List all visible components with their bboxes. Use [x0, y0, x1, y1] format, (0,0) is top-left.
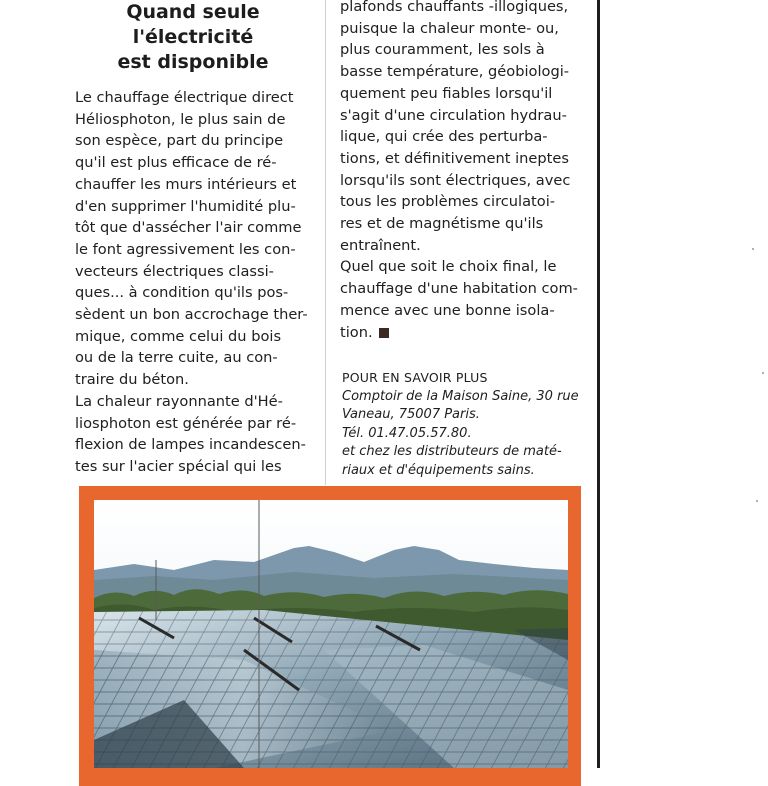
headline-line: est disponible: [117, 51, 269, 73]
text-line: entraînent.: [340, 236, 421, 254]
text-line: La chaleur rayonnante d'Hé-: [75, 392, 283, 410]
text-line: tion.: [340, 323, 373, 341]
text-line: sèdent un bon accrochage ther-: [75, 306, 308, 324]
text-line: ques... à condition qu'ils pos-: [75, 284, 289, 302]
end-of-article-mark: [379, 328, 389, 338]
headline-line: Quand seule: [126, 1, 260, 23]
text-line: traire du béton.: [75, 371, 189, 389]
more-info-line: Tél. 01.47.05.57.80.: [342, 425, 472, 441]
headline-line: l'électricité: [132, 26, 254, 48]
text-line: lorsqu'ils sont électriques, avec: [340, 171, 571, 189]
text-line: son espèce, part du principe: [75, 132, 284, 150]
text-line: lique, qui crée des perturba-: [340, 128, 548, 146]
scan-speck: [752, 248, 754, 250]
article-headline: [75, 0, 311, 75]
photo-illustration: [94, 500, 568, 768]
text-line: tôt que d'assécher l'air comme: [75, 219, 302, 237]
text-line: tions, et définitivement ineptes: [340, 149, 569, 167]
text-line: Quel que soit le choix final, le: [340, 258, 557, 276]
text-line: flexion de lampes incandescen-: [75, 436, 306, 454]
text-line: d'en supprimer l'humidité plu-: [75, 197, 296, 215]
text-line: res et de magnétisme qu'ils: [340, 215, 544, 233]
column-divider: [325, 0, 326, 485]
text-line: qu'il est plus efficace de ré-: [75, 154, 277, 172]
scan-speck: [756, 500, 758, 502]
text-line: Le chauffage électrique direct: [75, 89, 294, 106]
more-info-line: et chez les distributeurs de maté-: [342, 444, 562, 459]
text-line: liosphoton est générée par ré-: [75, 414, 297, 432]
text-line: vecteurs électriques classi-: [75, 262, 274, 280]
text-line: Héliosphoton, le plus sain de: [75, 110, 286, 128]
page-edge-rule: [597, 0, 600, 768]
right-text-column: [340, 0, 580, 343]
more-info-box: [342, 369, 592, 480]
text-line: quement peu fiables lorsqu'il: [340, 84, 553, 102]
text-line: mence avec une bonne isola-: [340, 301, 555, 319]
text-line: plus couramment, les sols à: [340, 41, 545, 59]
text-line: chauffer les murs intérieurs et: [75, 175, 297, 193]
text-line: basse température, géobiologi-: [340, 63, 570, 81]
text-line: s'agit d'une circulation hydrau-: [340, 106, 567, 124]
text-line: ou de la terre cuite, au con-: [75, 349, 278, 367]
text-line: puisque la chaleur monte- ou,: [340, 19, 559, 37]
more-info-line: Vaneau, 75007 Paris.: [342, 407, 480, 422]
text-line: chauffage d'une habitation com-: [340, 280, 578, 298]
scan-speck: [762, 372, 764, 374]
left-text-column: [75, 87, 315, 478]
more-info-line: riaux et d'équipements sains.: [342, 462, 535, 478]
text-line: le font agressivement les con-: [75, 240, 296, 258]
more-info-line: Comptoir de la Maison Saine, 30 rue: [342, 388, 579, 404]
text-line: tous les problèmes circulatoi-: [340, 193, 556, 211]
more-info-title: POUR EN SAVOIR PLUS: [342, 370, 488, 385]
text-line: plafonds chauffants -illogiques,: [340, 0, 569, 15]
text-line: tes sur l'acier spécial qui les: [75, 457, 282, 475]
solar-panels-photo: [94, 500, 568, 768]
text-line: mique, comme celui du bois: [75, 327, 282, 345]
